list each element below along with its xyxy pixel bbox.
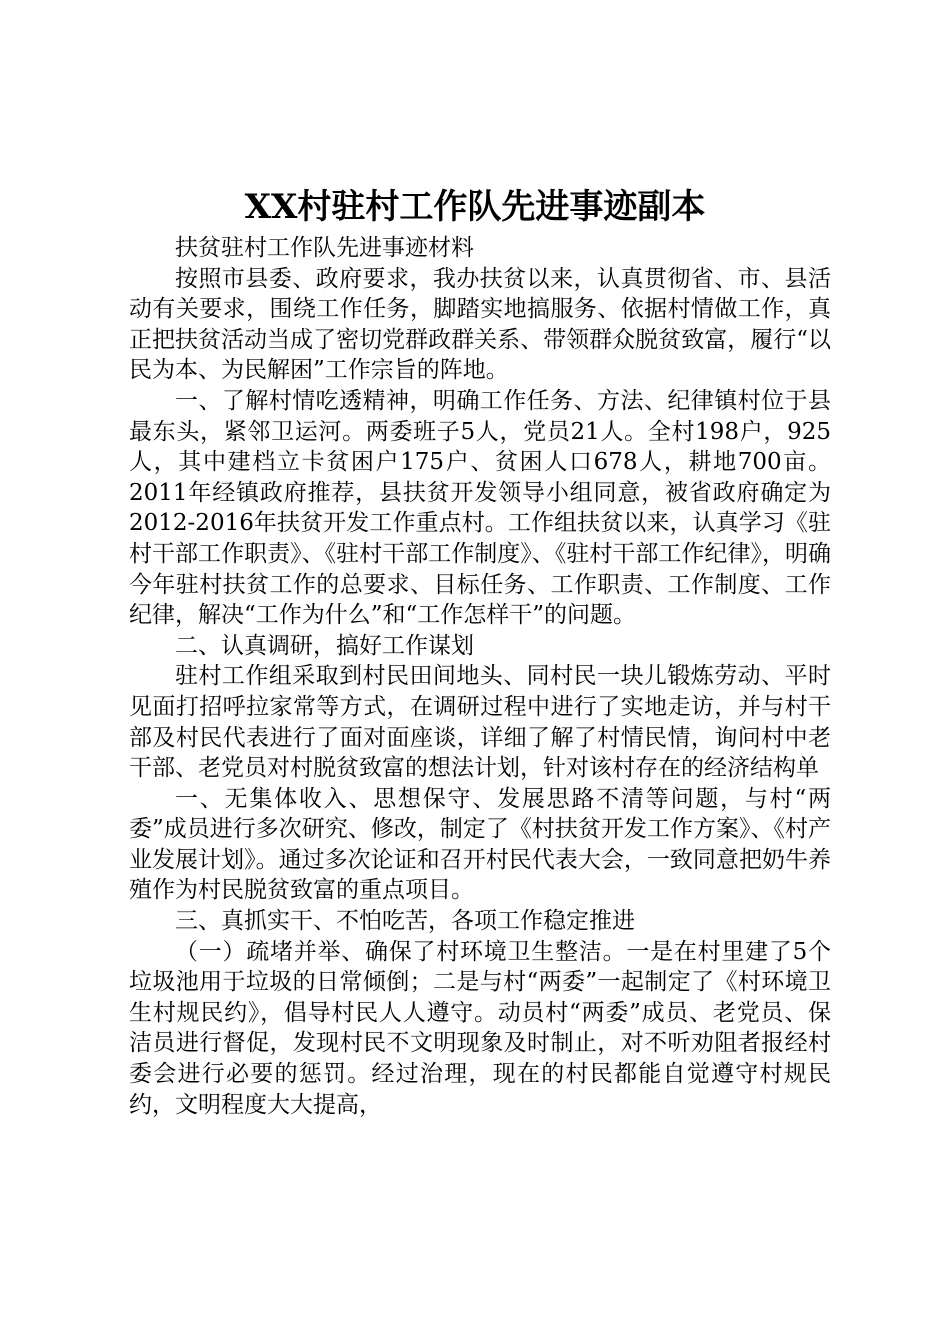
document-body: [129, 233, 831, 1120]
paragraph-subtitle: 扶贫驻村工作队先进事迹材料: [175, 235, 474, 261]
paragraph-heading-2: 二、认真调研，搞好工作谋划: [175, 632, 474, 659]
paragraph-research: 驻村工作组采取到村民田间地头、同村民一块儿锻炼劳动、平时见面打招呼拉家常等方式，在调研过程中进行了实地走访，并与村干部及村民代表进行了面对面座谈，详细了解了村情民情，询问村中老干部、老党员对村脱贫致富的想法计划，针对该村存在的经济结构单: [129, 663, 831, 782]
paragraph-heading-3: 三、真抓实干、不怕吃苦，各项工作稳定推进: [175, 908, 635, 935]
paragraph-problems: 一、无集体收入、思想保守、发展思路不清等问题，与村“两委”成员进行多次研究、修改，制定了《村扶贫开发工作方案》、《村产业发展计划》。通过多次论证和召开村民代表大会，一致同意把奶牛养殖作为村民脱贫致富的重点项目。: [129, 785, 831, 904]
paragraph-sanitation: （一）疏堵并举、确保了村环境卫生整洁。一是在村里建了5个垃圾池用于垃圾的日常倾倒；二是与村“两委”一起制定了《村环境卫生村规民约》，倡导村民人人遵守。动员村“两委”成员、老党员、保洁员进行督促，发现村民不文明现象及时制止，对不听劝阻者报经村委会进行必要的惩罚。经过治理，现在的村民都能自觉遵守村规民约，文明程度大大提高，: [129, 938, 831, 1118]
paragraph-section-1: 一、了解村情吃透精神，明确工作任务、方法、纪律镇村位于县最东头，紧邻卫运河。两委班子5人，党员21人。全村198户，925人，其中建档立卡贫困户175户、贫困人口678人，耕地700亩。2011年经镇政府推荐，县扶贫开发领导小组同意，被省政府确定为2012-2016年扶贫开发工作重点村。工作组扶贫以来，认真学习《驻村干部工作职责》、《驻村干部工作制度》、《驻村干部工作纪律》，明确今年驻村扶贫工作的总要求、目标任务、工作职责、工作制度、工作纪律，解决“工作为什么”和“工作怎样干”的问题。: [129, 387, 831, 629]
document-title: XX村驻村工作队先进事迹副本: [244, 187, 706, 227]
paragraph-intro: 按照市县委、政府要求，我办扶贫以来，认真贯彻省、市、县活动有关要求，围绕工作任务，脚踏实地搞服务、依据村情做工作，真正把扶贫活动当成了密切党群政群关系、带领群众脱贫致富，履行“以民为本、为民解困”工作宗旨的阵地。: [129, 265, 831, 384]
